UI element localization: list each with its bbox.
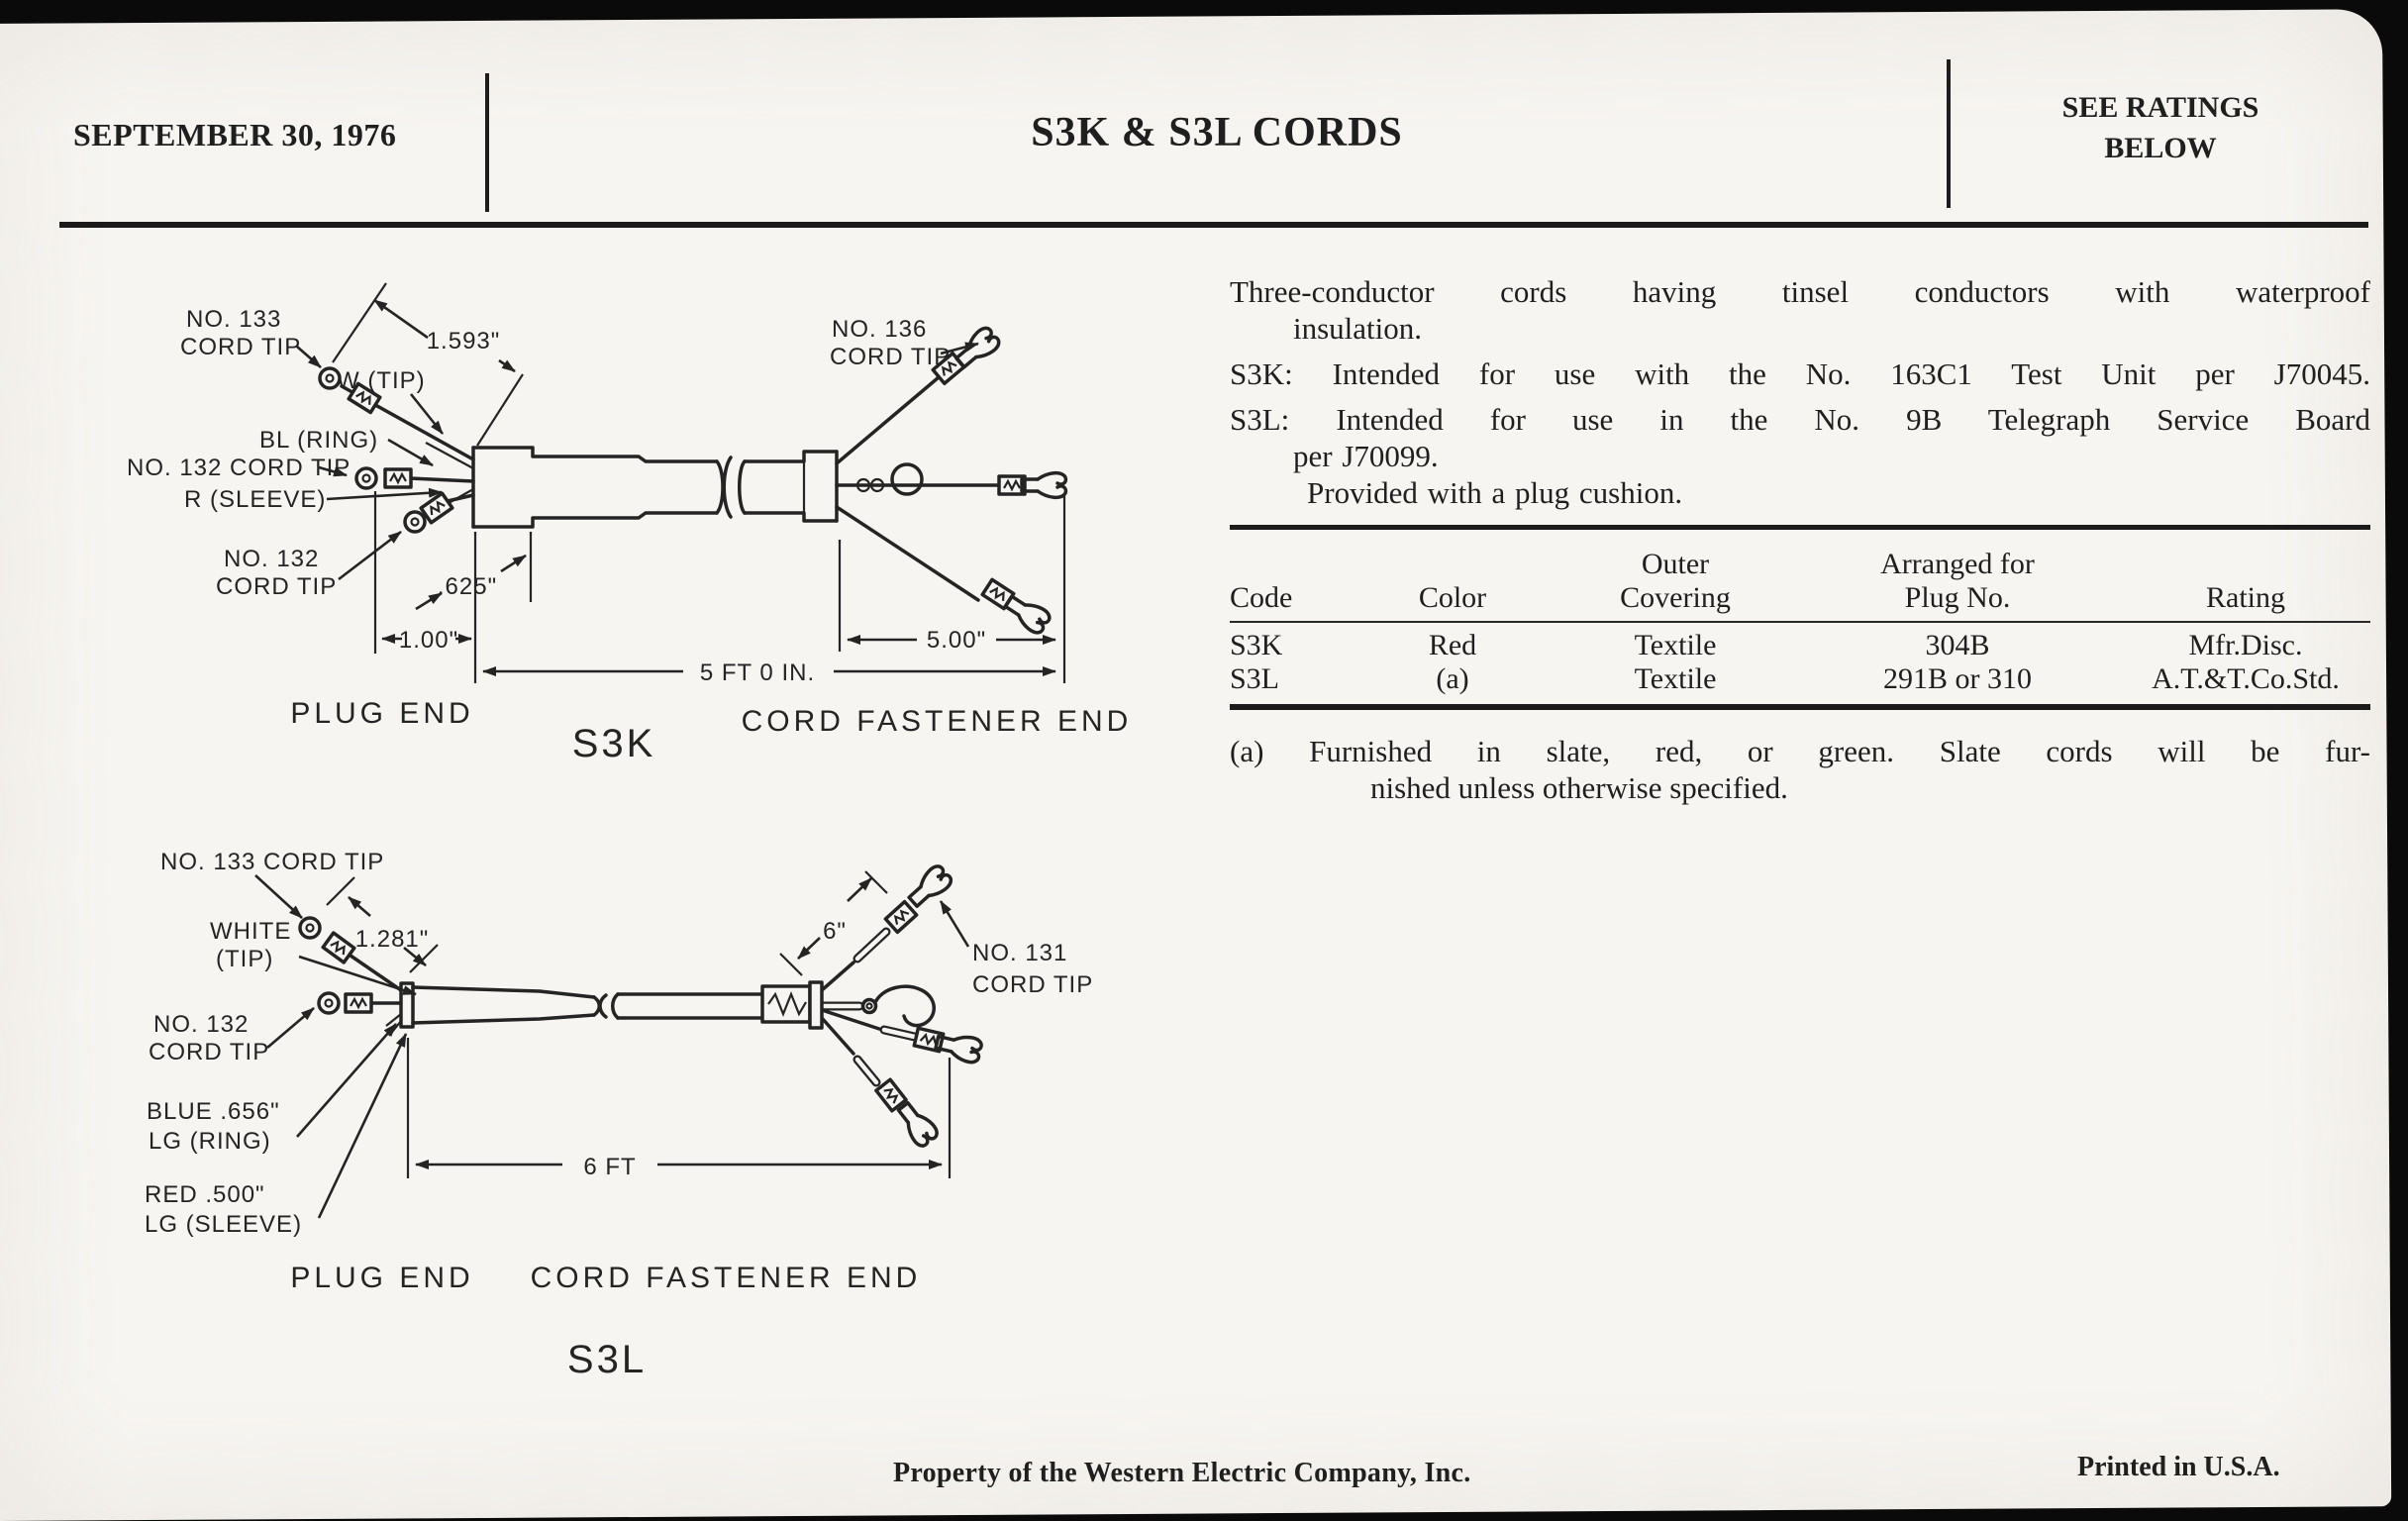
cell-rating: Mfr.Disc. bbox=[2188, 629, 2303, 661]
description-line-s3l: S3L: Intended for use in the No. 9B Telegraph Service Board bbox=[1230, 402, 2370, 437]
label-no133-cord-tip: NO. 133 CORD TIP bbox=[160, 849, 385, 875]
dim-fastener-length: 5.00" bbox=[926, 627, 987, 654]
dim-sleeve-length: .625" bbox=[437, 573, 498, 600]
cell-covering: Textile bbox=[1634, 662, 1717, 695]
label-red-sleeve: RED .500" bbox=[145, 1181, 265, 1208]
label-no132-cord-tip: NO. 132 bbox=[153, 1011, 250, 1038]
caption-fastener-end: CORD FASTENER END bbox=[530, 1262, 922, 1294]
cell-color: Red bbox=[1428, 629, 1477, 661]
label-no132-cord-tip-lower: NO. 132 bbox=[224, 546, 320, 572]
dim-overall-length: 6 FT bbox=[583, 1154, 637, 1180]
label-no132-cord-tip-upper: NO. 132 CORD TIP bbox=[127, 455, 351, 481]
cell-color: (a) bbox=[1436, 662, 1469, 695]
description-line: insulation. bbox=[1293, 311, 1423, 346]
label-w-tip: W (TIP) bbox=[337, 367, 426, 394]
table-border-bottom bbox=[1230, 704, 2370, 710]
issue-date: SEPTEMBER 30, 1976 bbox=[73, 117, 397, 152]
cell-plug: 291B or 310 bbox=[1883, 662, 2032, 695]
footnote-line2: nished unless otherwise specified. bbox=[1370, 770, 1788, 805]
label-no131-cord-tip: CORD TIP bbox=[972, 971, 1094, 998]
table-header-rule bbox=[1230, 621, 2370, 623]
cell-code: S3L bbox=[1230, 662, 1280, 695]
s3l-dimensions bbox=[327, 871, 950, 1178]
col-header-covering-line1: Outer bbox=[1641, 548, 1710, 580]
col-header-plug-line2: Plug No. bbox=[1904, 581, 2011, 614]
label-no132-cord-tip: CORD TIP bbox=[149, 1039, 270, 1065]
label-no133-cord-tip: CORD TIP bbox=[180, 334, 302, 360]
label-blue-ring: BLUE .656" bbox=[147, 1098, 280, 1125]
description-line: Provided with a plug cushion. bbox=[1307, 475, 1683, 510]
table-row-s3k bbox=[1230, 629, 2370, 662]
ratings-note-line1: SEE RATINGS bbox=[2061, 91, 2259, 124]
label-no133-cord-tip: NO. 133 bbox=[186, 306, 282, 333]
description-line-s3k: S3K: Intended for use with the No. 163C1 Test Unit per J70045. bbox=[1230, 356, 2370, 391]
property-note: Property of the Western Electric Company, Inc. bbox=[893, 1458, 1471, 1488]
s3l-diagram bbox=[109, 837, 1139, 1396]
label-blue-ring: LG (RING) bbox=[149, 1128, 271, 1155]
s3k-fastener-end-wires bbox=[837, 377, 1002, 600]
col-header-covering bbox=[1556, 548, 1794, 615]
s3l-fastener-end-wires bbox=[822, 932, 934, 1082]
page-title: S3K & S3L CORDS bbox=[1031, 110, 1403, 155]
dim-overall-length: 5 FT 0 IN. bbox=[699, 659, 816, 686]
col-header-code: Code bbox=[1230, 581, 1293, 614]
label-no136-cord-tip: CORD TIP bbox=[830, 344, 952, 370]
s3k-cable-body bbox=[473, 448, 837, 527]
label-no132-cord-tip-lower: CORD TIP bbox=[216, 573, 338, 600]
table-footnote bbox=[1230, 733, 2370, 806]
caption-plug-end: PLUG END bbox=[290, 1262, 474, 1294]
label-white-tip: WHITE bbox=[210, 918, 292, 945]
spec-table bbox=[1230, 525, 2370, 710]
dim-plug-length: 1.00" bbox=[398, 627, 459, 654]
fastener-hook bbox=[875, 986, 934, 1025]
col-header-color: Color bbox=[1418, 581, 1487, 614]
label-red-sleeve: LG (SLEEVE) bbox=[145, 1211, 303, 1238]
cell-rating: A.T.&T.Co.Std. bbox=[2152, 662, 2340, 695]
label-white-tip: (TIP) bbox=[216, 946, 274, 972]
footnote-line1: (a) Furnished in slate, red, or green. Slate cords will be fur- bbox=[1230, 734, 2370, 768]
col-header-plug-line1: Arranged for bbox=[1880, 548, 2035, 580]
diagram-name-s3k: S3K bbox=[571, 722, 656, 765]
ratings-note bbox=[1951, 87, 2370, 168]
col-header-plug bbox=[1794, 548, 2121, 615]
s3l-cable-body bbox=[401, 982, 822, 1028]
label-bl-ring: BL (RING) bbox=[259, 427, 379, 454]
col-header-rating: Rating bbox=[2206, 581, 2285, 614]
caption-fastener-end: CORD FASTENER END bbox=[741, 705, 1133, 738]
dim-fastener-length: 6" bbox=[823, 918, 847, 945]
description-line: per J70099. bbox=[1293, 439, 1439, 473]
dim-tip-length: 1.593" bbox=[426, 328, 501, 355]
description-block bbox=[1230, 273, 2370, 511]
header-rule bbox=[59, 222, 2368, 228]
label-r-sleeve: R (SLEEVE) bbox=[184, 486, 327, 513]
diagram-name-s3l: S3L bbox=[566, 1338, 648, 1381]
fastener-loop bbox=[892, 464, 922, 494]
printed-note: Printed in U.S.A. bbox=[2077, 1452, 2280, 1482]
label-no136-cord-tip: NO. 136 bbox=[832, 316, 928, 343]
caption-plug-end: PLUG END bbox=[290, 697, 474, 730]
cell-plug: 304B bbox=[1925, 629, 1990, 661]
dim-tip-length: 1.281" bbox=[354, 926, 430, 953]
table-header-row bbox=[1230, 530, 2370, 615]
col-header-covering-line2: Covering bbox=[1620, 581, 1731, 614]
table-row-s3l bbox=[1230, 662, 2370, 696]
description-line: Three-conductor cords having tinsel conductors with waterproof bbox=[1230, 274, 2370, 309]
cell-covering: Textile bbox=[1634, 629, 1717, 661]
label-no131-cord-tip: NO. 131 bbox=[972, 940, 1068, 966]
s3k-diagram bbox=[109, 267, 1139, 782]
cell-code: S3K bbox=[1230, 629, 1283, 661]
ratings-note-line2: BELOW bbox=[2104, 132, 2217, 164]
